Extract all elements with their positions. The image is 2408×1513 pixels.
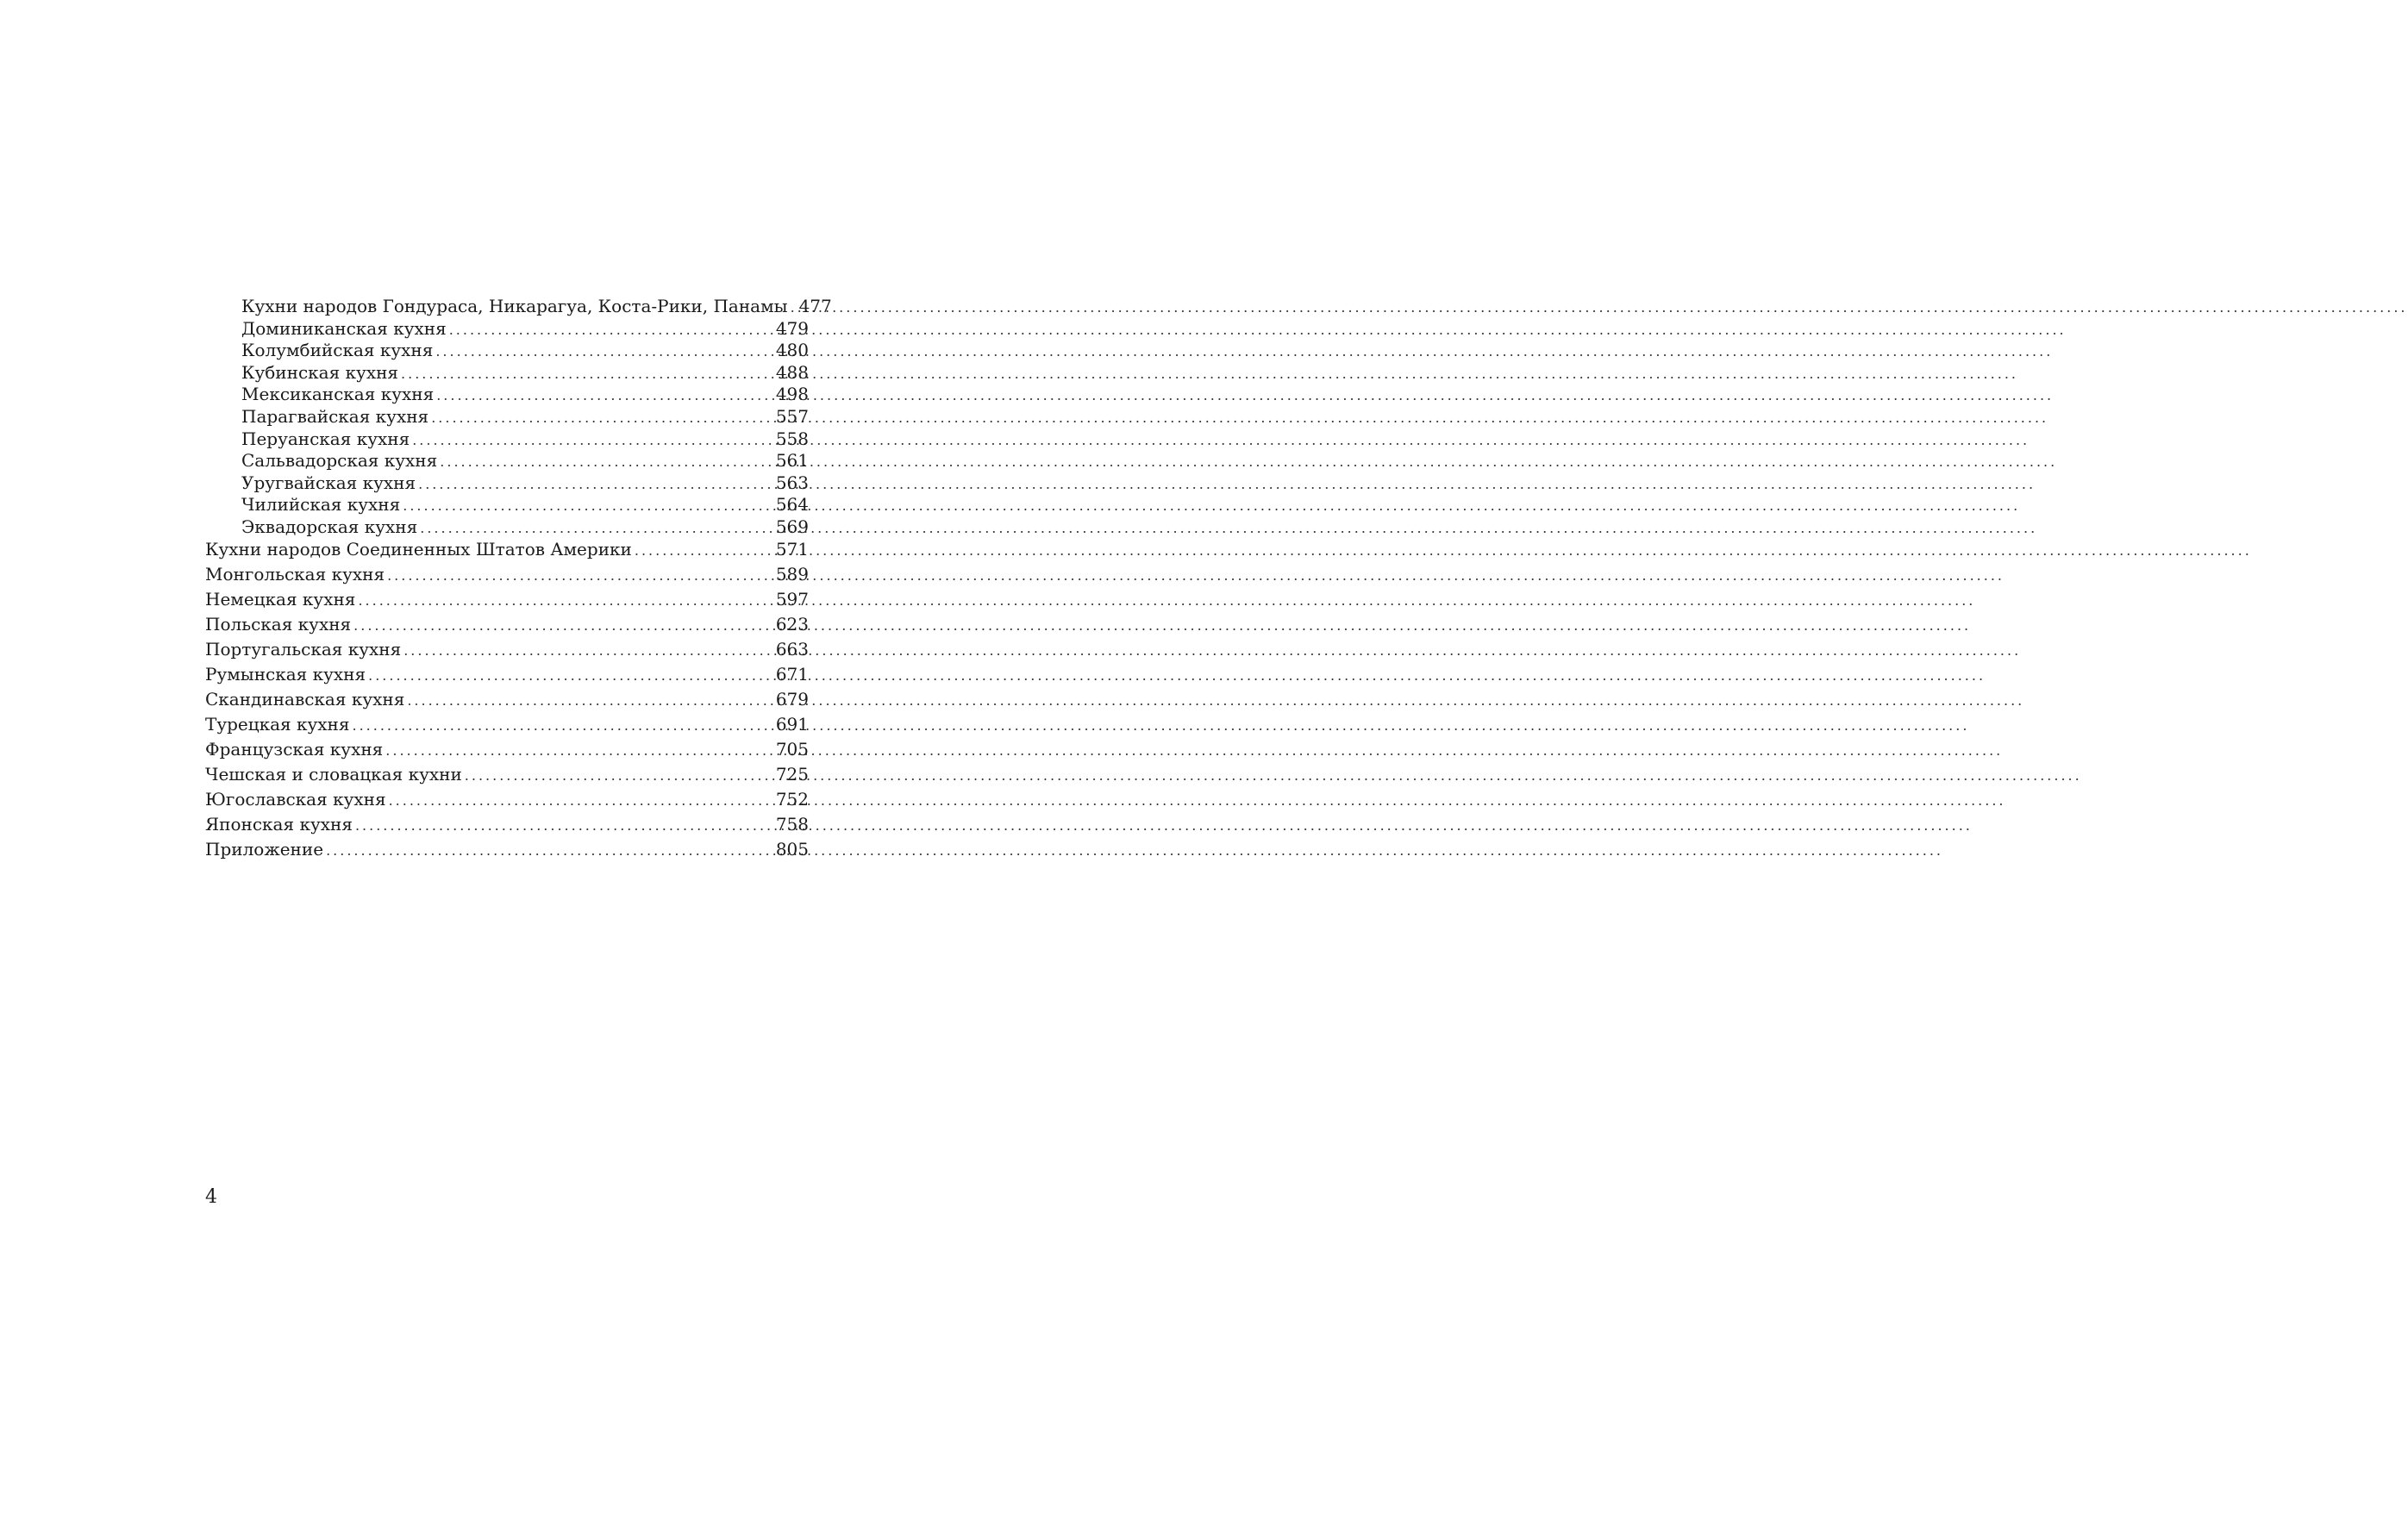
toc-entry [205,813,809,841]
dot-leader [635,544,774,558]
toc-entry-title: Немецкая кухня [205,588,356,610]
dot-leader [358,594,773,608]
toc-entry-page: 663 [775,638,809,660]
toc-entry-title: Польская кухня [205,613,352,635]
toc-entry-title: Французская кухня [205,738,384,760]
toc-entry-title: Эквадорская кухня [241,516,418,537]
dot-leader [353,719,774,733]
toc-entry-page: 623 [775,613,809,635]
toc-entry [205,563,809,591]
dot-leader [368,669,774,683]
toc-entry [205,713,809,741]
toc-entry-title: Скандинавская кухня [205,688,405,710]
dot-leader [791,301,797,315]
toc-entry-page: 571 [775,538,809,560]
dot-leader [465,769,774,783]
toc-entry [205,688,809,716]
toc-entry-page: 597 [775,588,809,610]
dot-leader [326,844,774,858]
dot-leader [449,323,774,337]
page-number: 4 [205,1186,217,1208]
toc-entry-page: 569 [775,516,809,537]
toc-entry-page: 691 [775,713,809,735]
toc-subentry [205,385,809,408]
toc-entry-page: 679 [775,688,809,710]
toc-entry [205,763,809,791]
toc-entry-title: Колумбийская кухня [241,340,434,361]
toc-entry-title: Кухни народов Соединенных Штатов Америки [205,538,632,560]
toc-subentry [205,341,809,364]
dot-leader [435,345,773,359]
toc-entry-title: Доминиканская кухня [241,317,447,339]
dot-leader [353,619,774,633]
toc-entry-page: 705 [775,738,809,760]
toc-entry-title: Кухни народов Гондураса, Никарагуа, Коста-Рики, Панамы [241,296,788,316]
toc-entry-title: Японская кухня [205,813,353,835]
toc-entry [205,538,809,566]
toc-subentry [205,361,809,386]
toc-entry-title: Югославская кухня [205,788,386,810]
toc-entry-title: Парагвайская кухня [241,405,429,427]
dot-leader [403,644,774,658]
toc-subentry [205,317,809,342]
toc-entry-title: Португальская кухня [205,638,402,660]
toc-subentry [205,452,809,474]
toc-entry-title: Перуанская кухня [241,428,410,449]
toc-entry-page: 758 [775,813,809,835]
toc-entry-page: 563 [775,472,809,493]
toc-entry-title: Кубинская кухня [241,361,399,383]
toc-subentry [205,430,809,453]
toc-entry-title: Приложение [205,838,324,860]
toc-entry-title: Монгольская кухня [205,563,385,585]
toc-entry [205,588,809,616]
toc-entry-title: Чилийская кухня [241,494,401,516]
table-of-contents [205,296,832,866]
toc-entry-page: 671 [775,663,809,685]
dot-leader [420,522,774,535]
toc-entry-title: Румынская кухня [205,663,366,685]
dot-leader [418,478,774,491]
toc-entry-title: Уругвайская кухня [241,472,416,493]
toc-entry-title: Турецкая кухня [205,713,350,735]
toc-entry [205,838,809,866]
toc-entry-page: 752 [775,788,809,810]
toc-entry-page: 557 [775,405,809,427]
toc-entry-page: 561 [775,450,809,472]
toc-subentry [205,518,809,541]
dot-leader [385,744,774,758]
dot-leader [387,569,774,583]
dot-leader [436,389,774,403]
toc-entry [205,663,809,691]
toc-entry-page: 725 [775,763,809,785]
toc-entry-page: 488 [775,361,809,383]
toc-entry [205,638,809,666]
dot-leader [401,367,774,381]
dot-leader [412,434,774,447]
toc-subentry [205,496,809,518]
dot-leader [440,455,774,469]
toc-entry-page: 498 [775,384,809,405]
toc-entry-page: 564 [775,494,809,516]
toc-entry [205,738,809,766]
toc-entry [205,613,809,641]
toc-subentry [205,405,809,430]
toc-entry-page: 479 [775,317,809,339]
toc-entry-page: 805 [775,838,809,860]
dot-leader [403,499,774,513]
dot-leader [389,794,774,808]
toc-subentry [205,474,809,497]
toc-entry-page: 589 [775,563,809,585]
dot-leader [431,411,774,425]
toc-entry-page: 558 [775,428,809,449]
toc-entry-title: Мексиканская кухня [241,384,435,405]
toc-entry-page: 477 [798,296,832,316]
toc-entry-title: Чешская и словацкая кухни [205,763,462,785]
toc-entry-page: 480 [775,340,809,361]
toc-entry [205,788,809,816]
dot-leader [355,819,774,833]
dot-leader [407,694,774,708]
toc-subentry [205,296,832,320]
toc-entry-title: Сальвадорская кухня [241,450,438,472]
